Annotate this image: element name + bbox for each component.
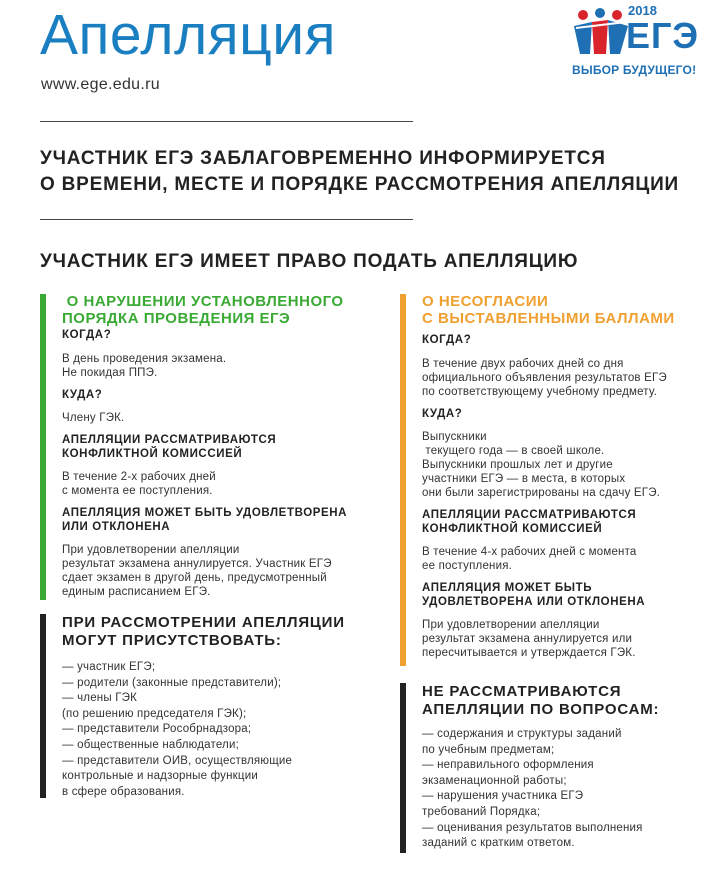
text-line: пересчитывается и утверждается ГЭК. — [422, 647, 636, 659]
list-item: — неправильного оформления — [422, 759, 594, 772]
where-label: КУДА? — [422, 408, 463, 420]
headline-informed — [40, 146, 679, 198]
green-accent-bar — [40, 294, 46, 600]
text-line: сдает экзамен в другой день, предусмотренный — [62, 572, 327, 584]
where-label: КУДА? — [62, 389, 103, 401]
list-item: заданий с кратким ответом. — [422, 837, 575, 850]
text-line: Выпускники — [422, 431, 487, 443]
where-text: Члену ГЭК. — [62, 412, 125, 424]
where-text — [422, 430, 712, 500]
list-item: по учебным предметам; — [422, 743, 555, 756]
attendees-list — [62, 660, 382, 800]
attendees-section — [62, 614, 382, 800]
text-line: В течение 4-х рабочих дней с момента — [422, 546, 637, 558]
attendees-title — [62, 614, 382, 650]
text-line: Выпускники прошлых лет и другие — [422, 459, 613, 471]
text-line: В течение двух рабочих дней со дня — [422, 358, 624, 370]
label-line: КОНФЛИКТНОЙ КОМИССИЕЙ — [422, 523, 603, 535]
not-reviewed-section — [422, 683, 712, 852]
list-item: — члены ГЭК — [62, 692, 137, 705]
headline-informed-line: О ВРЕМЕНИ, МЕСТЕ И ПОРЯДКЕ РАССМОТРЕНИЯ АПЕЛЛЯЦИИ — [40, 174, 679, 195]
text-line: участники ЕГЭ — в места, в которых — [422, 473, 626, 485]
text-line: При удовлетворении апелляции — [422, 619, 600, 631]
disagreement-title-line: С ВЫСТАВЛЕННЫМИ БАЛЛАМИ — [422, 310, 675, 327]
list-item: (по решению председателя ГЭК); — [62, 707, 247, 720]
figures-icon — [572, 8, 630, 56]
page-title: Апелляция — [40, 3, 336, 67]
list-item: требований Порядка; — [422, 805, 541, 818]
when-text — [62, 352, 382, 380]
list-item: в сфере образования. — [62, 785, 185, 798]
label-line: КОНФЛИКТНОЙ КОМИССИЕЙ — [62, 448, 243, 460]
label-line: ИЛИ ОТКЛОНЕНА — [62, 521, 171, 533]
label-line: АПЕЛЛЯЦИИ РАССМАТРИВАЮТСЯ — [62, 434, 277, 446]
not-reviewed-list — [422, 727, 712, 852]
not-reviewed-title — [422, 683, 712, 719]
headline-informed-line: УЧАСТНИК ЕГЭ ЗАБЛАГОВРЕМЕННО ИНФОРМИРУЕТСЯ — [40, 148, 606, 169]
violation-title — [62, 293, 382, 327]
logo-text: ЕГЭ — [626, 15, 700, 56]
text-line: В течение 2-х рабочих дней — [62, 471, 216, 483]
list-item: — родители (законные представители); — [62, 676, 282, 689]
not-reviewed-title-line: АПЕЛЛЯЦИИ ПО ВОПРОСАМ: — [422, 701, 660, 718]
label-line: УДОВЛЕТВОРЕНА ИЛИ ОТКЛОНЕНА — [422, 596, 646, 608]
text-line: результат экзамена аннулируется. Участник ЕГЭ — [62, 558, 332, 570]
review-label — [62, 433, 382, 461]
result-text — [62, 543, 382, 599]
divider — [40, 121, 413, 122]
text-line: Не покидая ППЭ. — [62, 367, 158, 379]
label-line: АПЕЛЛЯЦИЯ МОЖЕТ БЫТЬ — [422, 582, 593, 594]
disagreement-title-line: О НЕСОГЛАСИИ — [422, 293, 549, 310]
list-item: — представители Рособрнадзора; — [62, 723, 252, 736]
list-item: экзаменационной работы; — [422, 774, 567, 787]
attendees-title-line: МОГУТ ПРИСУТСТВОВАТЬ: — [62, 632, 282, 649]
list-item: — содержания и структуры заданий — [422, 728, 622, 740]
list-item: контрольные и надзорные функции — [62, 770, 258, 783]
list-item: — нарушения участника ЕГЭ — [422, 790, 584, 803]
logo-year: 2018 — [628, 3, 657, 18]
logo-slogan: ВЫБОР БУДУЩЕГО! — [572, 63, 697, 77]
dark-accent-bar — [400, 683, 406, 853]
text-line: При удовлетворении апелляции — [62, 544, 240, 556]
when-label: КОГДА? — [422, 334, 472, 346]
list-item: — участник ЕГЭ; — [62, 661, 156, 673]
list-item: — оценивания результатов выполнения — [422, 821, 643, 834]
label-line: АПЕЛЛЯЦИИ РАССМАТРИВАЮТСЯ — [422, 509, 637, 521]
text-line: они были зарегистрированы на сдачу ЕГЭ. — [422, 487, 661, 499]
result-label — [62, 506, 382, 534]
violation-title-line: ПОРЯДКА ПРОВЕДЕНИЯ ЕГЭ — [62, 310, 291, 327]
site-url-link[interactable]: www.ege.edu.ru — [41, 76, 160, 93]
label-line: АПЕЛЛЯЦИЯ МОЖЕТ БЫТЬ УДОВЛЕТВОРЕНА — [62, 507, 348, 519]
attendees-title-line: ПРИ РАССМОТРЕНИИ АПЕЛЛЯЦИИ — [62, 614, 345, 631]
result-text — [422, 618, 712, 660]
when-label: КОГДА? — [62, 329, 112, 341]
list-item: — представители ОИВ, осуществляющие — [62, 754, 293, 767]
review-text — [422, 545, 712, 573]
dark-accent-bar — [40, 614, 46, 798]
when-text — [422, 357, 712, 399]
disagreement-section — [422, 293, 712, 660]
list-item: — общественные наблюдатели; — [62, 738, 239, 751]
text-line: по соответствующему учебному предмету. — [422, 386, 658, 398]
violation-title-line: О НАРУШЕНИИ УСТАНОВЛЕННОГО — [62, 293, 344, 310]
review-label — [422, 508, 712, 536]
divider — [40, 219, 413, 220]
text-line: ее поступления. — [422, 560, 513, 572]
text-line: официального объявления результатов ЕГЭ — [422, 372, 667, 384]
text-line: текущего года — в своей школе. — [422, 445, 605, 457]
orange-accent-bar — [400, 294, 406, 666]
disagreement-title — [422, 293, 712, 327]
headline-right: УЧАСТНИК ЕГЭ ИМЕЕТ ПРАВО ПОДАТЬ АПЕЛЛЯЦИЮ — [40, 251, 579, 272]
violation-section — [62, 293, 382, 599]
text-line: единым расписанием ЕГЭ. — [62, 586, 211, 598]
text-line: В день проведения экзамена. — [62, 353, 227, 365]
result-label — [422, 581, 712, 609]
not-reviewed-title-line: НЕ РАССМАТРИВАЮТСЯ — [422, 683, 622, 700]
text-line: с момента ее поступления. — [62, 485, 213, 497]
text-line: результат экзамена аннулируется или — [422, 633, 633, 645]
review-text — [62, 470, 382, 498]
